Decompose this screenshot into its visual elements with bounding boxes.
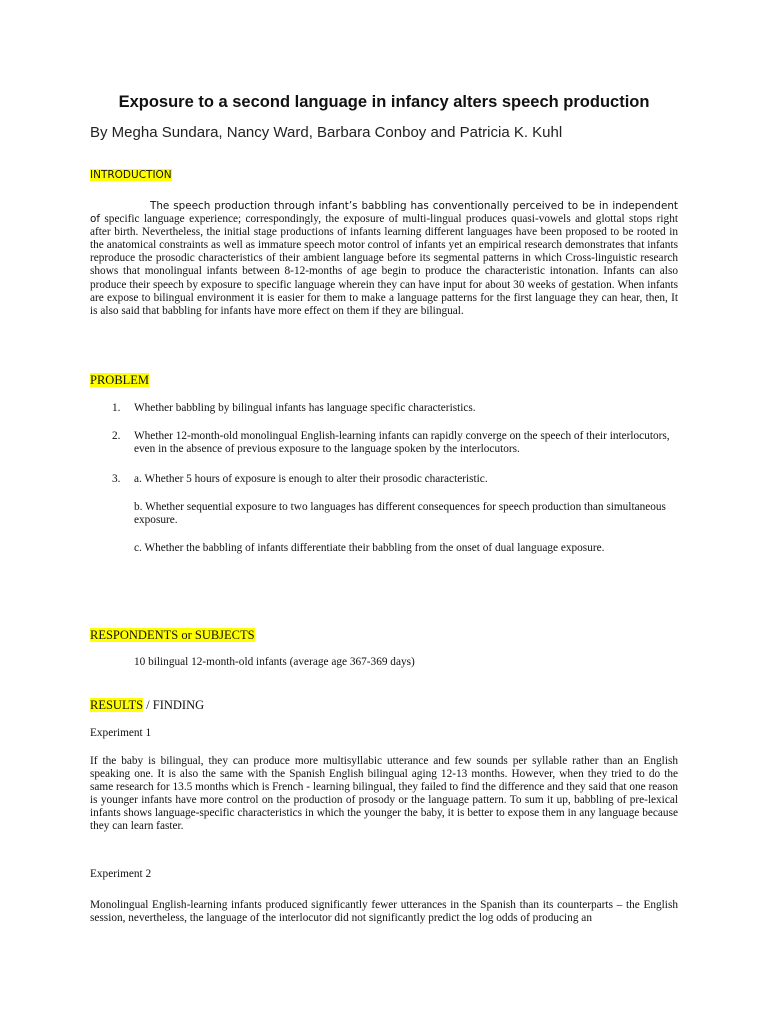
introduction-paragraph-rest: specific language experience; correspondingly, the exposure of multi-lingual produces quasi-vowels and glottal stops right after birth. Nevertheless, the initial stage productions of infants learning different languages have been proposed to be rooted in the anatomical constraints as well as immature speech motor control of infants yet an empirical research demonstrates that infants reproduce the prosodic characteristics of their ambient language before its segmental patterns in which Cross-linguistic research shows that monolingual infants between 8-12-months of age begin to produce the characteristic intonation. Infants can also produce their speech by exposure to specific language wherein they can have input for about 30 weeks of gestation. When infants are expose to bilingual environment it is easier for them to make a language patterns for the first language they can hear, then, It is also said that babbling for infants have more effect on them if they are bilingual.	[90, 213, 678, 317]
respondents-heading-text: RESPONDENTS or SUBJECTS	[90, 628, 255, 642]
respondents-heading	[90, 628, 255, 643]
problem-subitem-b: b. Whether sequential exposure to two languages has different consequences for speech production than simultaneous exposure.	[134, 501, 666, 527]
list-item-text: Whether babbling by bilingual infants has language specific characteristics.	[134, 402, 476, 414]
problem-heading	[90, 373, 149, 388]
introduction-paragraph	[90, 200, 678, 318]
experiment-1-label: Experiment 1	[90, 727, 152, 739]
document-title: Exposure to a second language in infancy alters speech production	[118, 93, 650, 111]
results-heading-rest: / FINDING	[143, 698, 205, 712]
list-number: 1.	[112, 402, 121, 414]
list-number: 2.	[112, 430, 121, 442]
document-authors: By Megha Sundara, Nancy Ward, Barbara Conboy and Patricia K. Kuhl	[90, 124, 563, 141]
list-number: 3.	[112, 473, 121, 485]
results-heading	[90, 698, 204, 713]
list-item-text: Whether 12-month-old monolingual English-learning infants can rapidly converge on the speech of their interlocutors, even in the absence of previous exposure to the language spoken by the interlocutors.	[134, 430, 670, 456]
problem-subitem-c: c. Whether the babbling of infants differentiate their babbling from the onset of dual language exposure.	[134, 542, 605, 555]
experiment-2-paragraph: Monolingual English-learning infants produced significantly fewer utterances in the Spanish than its counterparts – the English session, nevertheless, the language of the interlocutor did not significantly predict the log odds of producing an	[90, 899, 678, 925]
experiment-1-paragraph: If the baby is bilingual, they can produce more multisyllabic utterance and few sounds per syllable rather than an English speaking one. It is also the same with the Spanish English bilingual aging 12-13 months. However, when they tried to do the same research for 13.5 months which is French - learning bilingual, they failed to find the difference and they said that one reason is younger infants have more control on the production of prosody or the language pattern. To sum it up, babbling of pre-lexical infants shows language-specific characteristics in which the younger the baby, it is better to expose them in any language because they can learn faster.	[90, 755, 678, 833]
problem-heading-text: PROBLEM	[90, 373, 150, 387]
introduction-first-line: The speech production through infant’s babbling has conventionally perceived to be in independent of	[90, 200, 678, 226]
introduction-heading-text: INTRODUCTION	[90, 169, 172, 181]
introduction-heading	[90, 169, 172, 181]
problem-subitem-a: a. Whether 5 hours of exposure is enough to alter their prosodic characteristic.	[134, 473, 488, 485]
experiment-2-label: Experiment 2	[90, 868, 152, 880]
list-item-subitems	[134, 473, 674, 570]
results-heading-highlight: RESULTS	[90, 698, 144, 712]
respondents-text: 10 bilingual 12-month-old infants (average age 367-369 days)	[134, 656, 415, 668]
